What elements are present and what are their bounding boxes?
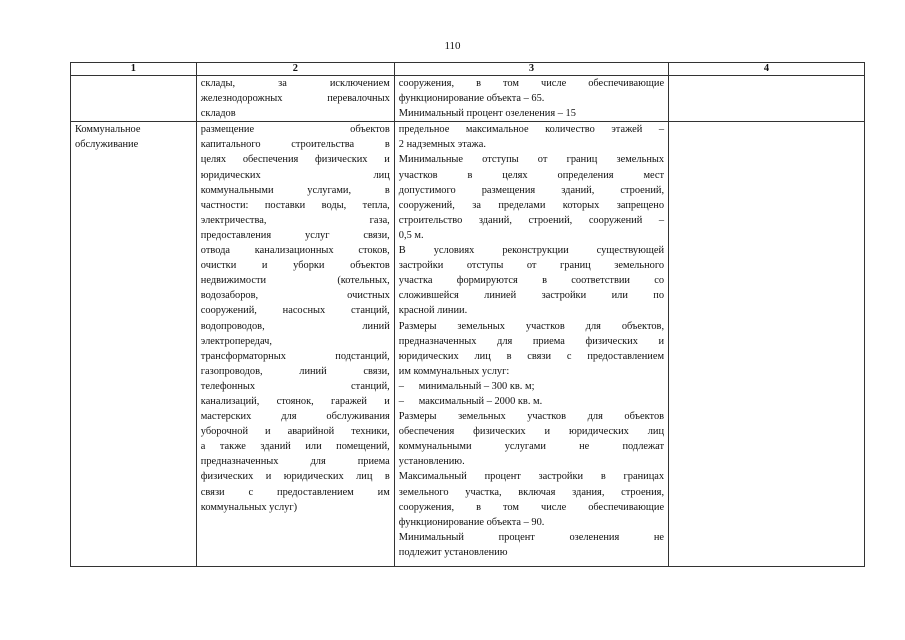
- text-line: им коммунальных услуг:: [398, 365, 510, 377]
- cell-use-type-name: [71, 122, 197, 567]
- text-line: канализаций, стоянок, гаражей и: [200, 395, 390, 407]
- list-bullet: –: [398, 395, 404, 407]
- text-line: трансформаторных подстанций,: [200, 350, 390, 362]
- page-number: 110: [444, 40, 461, 52]
- text-line: частности: поставки воды, тепла,: [200, 199, 390, 211]
- text-line: Минимальный процент озеленения не: [398, 531, 665, 543]
- text-line: связи с предоставлением им: [200, 486, 390, 498]
- cell-continued-col4: [669, 76, 865, 122]
- text-line: обеспечения физических и юридических лиц: [398, 426, 665, 438]
- text-line: допустимого размещения зданий, строений,: [398, 184, 665, 196]
- text-line: Минимальный процент озеленения – 15: [398, 108, 576, 120]
- text-line: уборочной и аварийной техники,: [200, 426, 390, 438]
- text-line: 0,5 м.: [398, 229, 424, 241]
- text-line: земельного участка, включая здания, строения,: [398, 486, 665, 498]
- text-line: газопроводов, линий связи,: [200, 365, 390, 377]
- text-line: предоставления услуг связи,: [200, 229, 390, 241]
- list-item: [399, 394, 664, 409]
- text-line: а также зданий или помещений,: [200, 441, 390, 453]
- list-item-text: минимальный – 300 кв. м;: [418, 380, 535, 392]
- cell-continued-col3: [394, 76, 668, 122]
- text-line: сооружения, в том числе обеспечивающие: [398, 78, 665, 89]
- text-line: сооружений, насосных станций,: [200, 305, 390, 317]
- text-line: установлению.: [398, 456, 465, 468]
- text-line: Размеры земельных участков для объектов: [398, 411, 665, 423]
- text-line: обслуживание: [75, 139, 139, 151]
- list-item-text: максимальный – 2000 кв. м.: [418, 395, 543, 407]
- cell-col4-empty: [669, 122, 865, 567]
- text-line: водопроводов, линий: [200, 320, 390, 332]
- text-line: предназначенных для приема физических и: [398, 335, 665, 347]
- cell-bottom-spacing: [399, 560, 664, 566]
- header-cell-2: 2: [196, 63, 394, 76]
- text-line: электропередач,: [200, 335, 272, 347]
- text-line: железнодорожных перевалочных: [200, 93, 390, 105]
- text-line: подлежит установлению: [398, 546, 508, 558]
- text-line: функционирование объекта – 90.: [398, 516, 545, 528]
- text-line: красной линии.: [398, 305, 468, 317]
- text-line: функционирование объекта – 65.: [398, 93, 545, 105]
- text-line: размещение объектов: [200, 124, 390, 136]
- text-line: Коммунальное: [75, 124, 141, 136]
- text-line: телефонных станций,: [200, 380, 390, 392]
- cell-parameters: [394, 122, 668, 567]
- header-row: [71, 63, 865, 76]
- text-line: застройки отступы от границ земельного: [398, 260, 665, 272]
- text-line: Минимальные отступы от границ земельных: [398, 154, 665, 166]
- text-line: участка формируются в соответствии со: [398, 275, 665, 287]
- text-line: коммунальными услугами, в: [200, 184, 390, 196]
- text-line: отвода канализационных стоков,: [200, 245, 390, 257]
- text-line: склады, за исключением: [200, 78, 390, 89]
- text-line: юридических лиц: [200, 169, 390, 181]
- text-line: целях обеспечения физических и: [200, 154, 390, 166]
- list-item: [399, 379, 664, 394]
- table-row-utility-services: [71, 122, 865, 567]
- text-line: недвижимости (котельных,: [200, 275, 390, 287]
- text-line: очистки и уборки объектов: [200, 260, 390, 272]
- text-line: складов: [200, 108, 236, 120]
- text-line: сложившейся линией застройки или по: [398, 290, 665, 302]
- text-line: В условиях реконструкции существующей: [398, 245, 665, 257]
- list-bullet: –: [398, 380, 404, 392]
- text-line: Максимальный процент застройки в границах: [398, 471, 665, 483]
- text-line: физических и юридических лиц в: [200, 471, 390, 483]
- zoning-table: [70, 62, 865, 567]
- text-line: сооружений, за пределами которых запрещено: [398, 199, 665, 211]
- text-line: юридических лиц в связи с предоставлением: [398, 350, 665, 362]
- header-cell-1: 1: [71, 63, 197, 76]
- text-line: 2 надземных этажа.: [398, 139, 486, 151]
- text-line: коммунальными услугами не подлежат: [398, 441, 665, 453]
- table-row-continued: [71, 76, 865, 122]
- cell-continued-col1: [71, 76, 197, 122]
- text-line: капитального строительства в: [200, 139, 390, 151]
- cell-use-description: [196, 122, 394, 567]
- header-cell-4: 4: [669, 63, 865, 76]
- text-line: участков в целях определения мест: [398, 169, 665, 181]
- text-line: водозаборов, очистных: [200, 290, 390, 302]
- text-line: предельное максимальное количество этажей –: [398, 124, 665, 136]
- header-cell-3: 3: [394, 63, 668, 76]
- text-line: предназначенных для приема: [200, 456, 390, 468]
- cell-continued-col2: [196, 76, 394, 122]
- text-line: Размеры земельных участков для объектов,: [398, 320, 665, 332]
- text-line: строительство зданий, строений, сооружений –: [398, 214, 665, 226]
- text-line: сооружения, в том числе обеспечивающие: [398, 501, 665, 513]
- text-line: электричества, газа,: [200, 214, 390, 226]
- text-line: коммунальных услуг): [200, 501, 298, 513]
- text-line: мастерских для обслуживания: [200, 411, 390, 423]
